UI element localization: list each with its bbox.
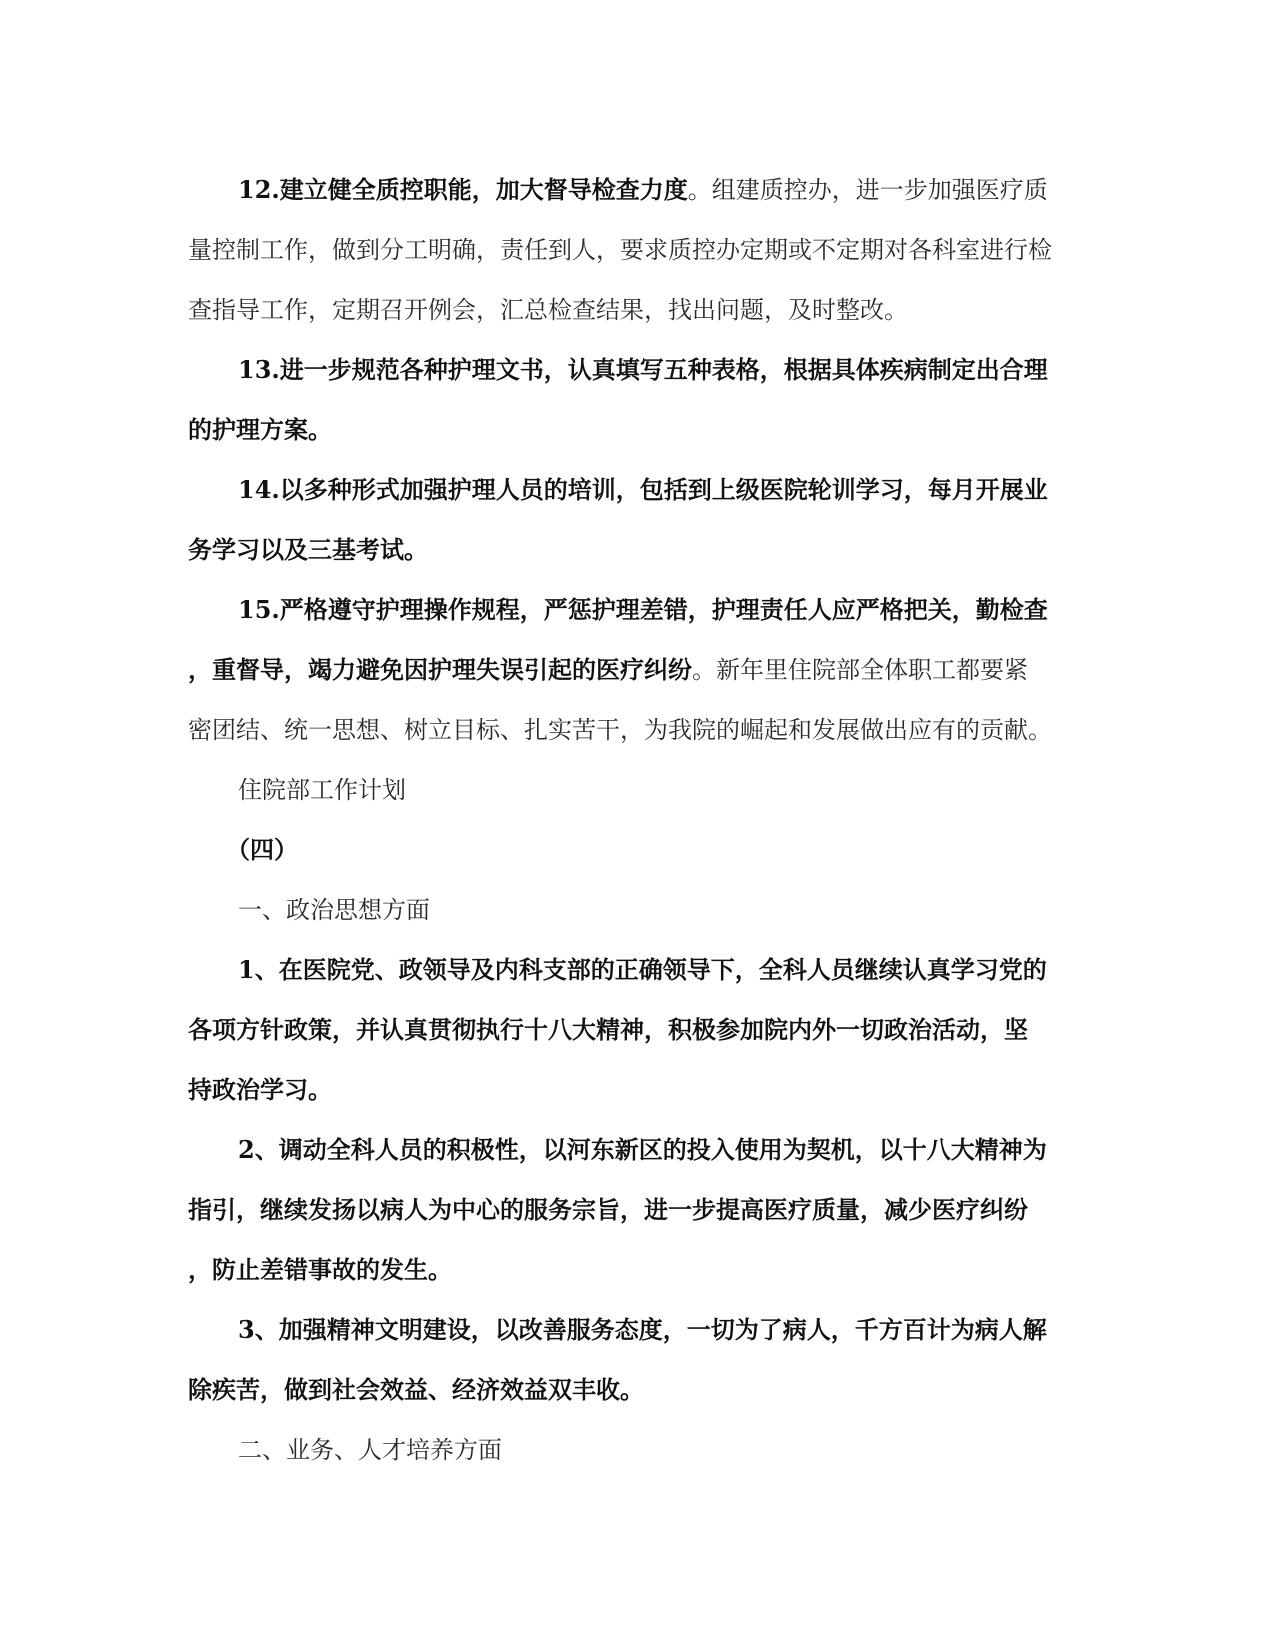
section-1-item-2-line-2: 指引，继续发扬以病人为中心的服务宗旨，进一步提高医疗质量，减少医疗纠纷 xyxy=(188,1195,1028,1224)
section-1-item-1-line-2: 各项方针政策，并认真贯彻执行十八大精神，积极参加院内外一切政治活动，坚 xyxy=(188,1015,1028,1044)
item-15-line-2 xyxy=(188,640,1088,700)
item-15-bold-text: ，重督导，竭力避免因护理失误引起的医疗纠纷 xyxy=(188,655,692,684)
item-13-line-1: 13.进一步规范各种护理文书，认真填写五种表格，根据具体疾病制定出合理 xyxy=(238,355,1048,384)
section-1-heading: 一、政治思想方面 xyxy=(238,896,430,924)
item-12-heading: 12.建立健全质控职能，加大督导检查力度 xyxy=(238,175,688,204)
section-1-item-3-line-1: 3、加强精神文明建设，以改善服务态度，一切为了病人，千方百计为病人解 xyxy=(238,1315,1047,1344)
section-1-item-1-line-1: 1、在医院党、政领导及内科支部的正确领导下，全科人员继续认真学习党的 xyxy=(238,955,1047,984)
item-13-line-2: 的护理方案。 xyxy=(188,415,332,444)
item-12-line-1 xyxy=(188,160,1088,220)
section-1-item-2-line-1: 2、调动全科人员的积极性，以河东新区的投入使用为契机，以十八大精神为 xyxy=(238,1135,1047,1164)
plan-number: （四） xyxy=(226,835,298,864)
section-2-heading: 二、业务、人才培养方面 xyxy=(238,1436,502,1464)
item-15-line-3: 密团结、统一思想、树立目标、扎实苦干，为我院的崛起和发展做出应有的贡献。 xyxy=(188,716,1052,744)
item-12-line-3: 查指导工作，定期召开例会，汇总检查结果，找出问题，及时整改。 xyxy=(188,296,908,324)
item-14-line-1: 14.以多种形式加强护理人员的培训，包括到上级医院轮训学习，每月开展业 xyxy=(238,475,1048,504)
section-1-item-2-line-3: ，防止差错事故的发生。 xyxy=(188,1255,452,1284)
plan-title: 住院部工作计划 xyxy=(238,776,406,804)
section-1-item-3-line-2: 除疾苦，做到社会效益、经济效益双丰收。 xyxy=(188,1375,644,1404)
item-15-text: 。新年里住院部全体职工都要紧 xyxy=(692,656,1028,684)
item-14-line-2: 务学习以及三基考试。 xyxy=(188,535,428,564)
item-12-line-2: 量控制工作，做到分工明确，责任到人，要求质控办定期或不定期对各科室进行检 xyxy=(188,236,1052,264)
item-15-line-1: 15.严格遵守护理操作规程，严惩护理差错，护理责任人应严格把关，勤检查 xyxy=(238,595,1048,624)
section-1-item-1-line-3: 持政治学习。 xyxy=(188,1075,332,1104)
document-body xyxy=(188,160,1088,1480)
item-12-text: 。组建质控办，进一步加强医疗质 xyxy=(687,176,1048,204)
